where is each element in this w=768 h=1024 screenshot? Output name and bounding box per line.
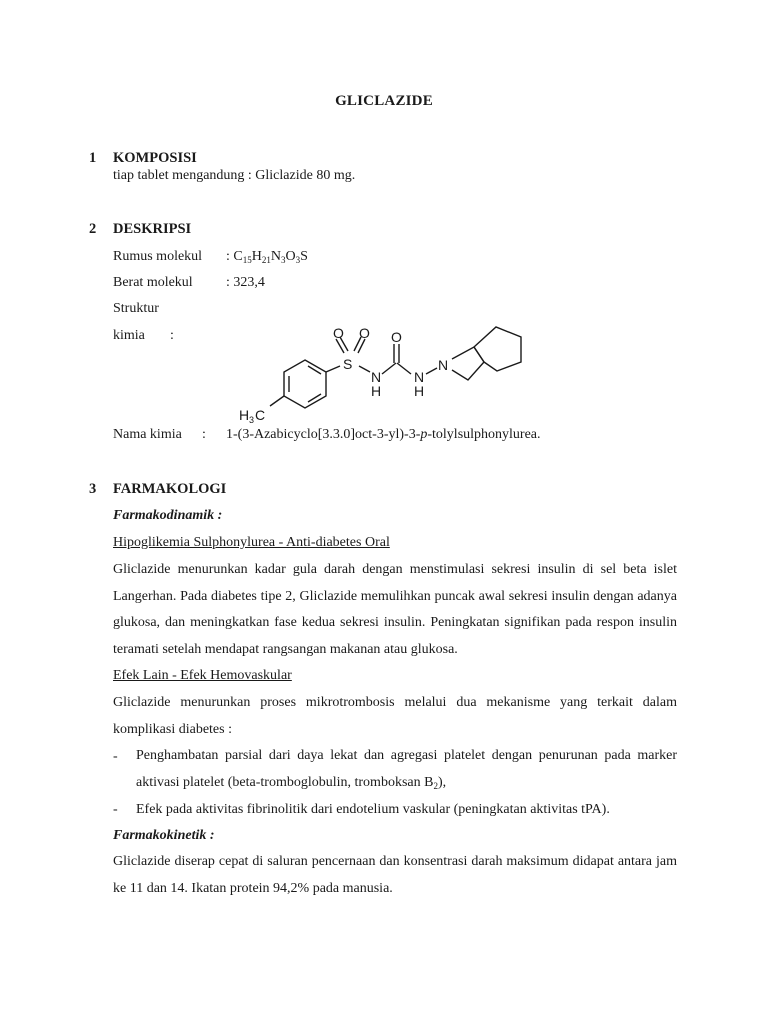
formula-o: O bbox=[285, 249, 296, 264]
kimia-label: kimia bbox=[113, 328, 145, 343]
formula-h: H bbox=[251, 249, 262, 264]
nama-kimia-pre: 1-(3-Azabicyclo[3.3.0]oct-3-yl)-3- bbox=[226, 427, 421, 442]
nama-kimia-post: -tolylsulphonylurea. bbox=[427, 427, 541, 442]
benzene-inner-bond-1 bbox=[308, 366, 321, 374]
struktur-label: Struktur bbox=[113, 301, 159, 316]
sulfonyl-o2-label: O bbox=[359, 325, 370, 341]
formula-n: N bbox=[270, 249, 281, 264]
subheading-efek-lain: Efek Lain - Efek Hemovaskular bbox=[113, 668, 292, 683]
formula-c-count: 15 bbox=[242, 255, 252, 265]
carbonyl-o-label: O bbox=[391, 329, 402, 345]
section-heading-farmakologi: FARMAKOLOGI bbox=[113, 481, 227, 497]
bullet-dash-1: - bbox=[113, 749, 118, 764]
nama-kimia-sep: : bbox=[202, 427, 206, 442]
nh1-to-carbonyl-bond bbox=[382, 363, 396, 374]
bullet1-close: ), bbox=[437, 774, 447, 790]
carbonyl-to-nh2-bond bbox=[397, 363, 411, 374]
formula-c: C bbox=[233, 249, 243, 264]
nama-kimia-value bbox=[226, 427, 541, 443]
formula-o-count: 3 bbox=[295, 255, 301, 265]
methyl-subscript: 3 bbox=[249, 415, 255, 425]
nh2-n-label: N bbox=[414, 369, 425, 385]
formula-h-count: 21 bbox=[261, 255, 271, 265]
methyl-bond bbox=[270, 396, 284, 406]
nh1-n-label: N bbox=[371, 369, 382, 385]
farmakodinamik-heading: Farmakodinamik : bbox=[113, 508, 223, 523]
page-title: GLICLAZIDE bbox=[335, 93, 433, 109]
subheading-hipoglikemia: Hipoglikemia Sulphonylurea - Anti-diabetes Oral bbox=[113, 535, 390, 550]
nama-kimia-ital: p bbox=[420, 427, 428, 442]
paragraph-mekanisme: Gliclazide menurunkan kadar gula darah dengan menstimulasi sekresi insulin di sel beta islet Langerhan. Pada diabetes tipe 2, Gliclazide memulihkan puncak awal sekresi insulin dengan adanya glukosa, dan meningkatkan fase kedua sekresi insulin. Peningkatan signifikan pada respon insulin teramati setelah mendapat rangsangan makanan atau glukosa. bbox=[113, 562, 677, 657]
section-heading-deskripsi: DESKRIPSI bbox=[113, 221, 192, 237]
ring-n-label: N bbox=[438, 357, 449, 373]
sulfur-label: S bbox=[343, 356, 353, 372]
bullet-item-2: Efek pada aktivitas fibrinolitik dari endotelium vaskular (peningkatan aktivitas tPA). bbox=[136, 802, 610, 817]
chemical-structure-diagram bbox=[230, 322, 540, 430]
section-heading-komposisi: KOMPOSISI bbox=[113, 150, 197, 166]
nh1-h-label: H bbox=[371, 383, 382, 399]
berat-molekul-label: Berat molekul bbox=[113, 275, 193, 290]
benzene-inner-bond-2 bbox=[308, 394, 321, 402]
farmakokinetik-heading: Farmakokinetik : bbox=[113, 828, 215, 843]
section-number-komposisi: 1 bbox=[89, 150, 97, 166]
nh2-to-ring-n-bond bbox=[426, 368, 437, 374]
bullet1-subscript: 2 bbox=[433, 780, 438, 791]
komposisi-text: tiap tablet mengandung : Gliclazide 80 mg. bbox=[113, 168, 356, 183]
paragraph-hemovaskular: Gliclazide menurunkan proses mikrotrombosis melalui dua mekanisme yang terkait dalam komplikasi diabetes : bbox=[113, 695, 677, 737]
paragraph-farmakokinetik: Gliclazide diserap cepat di saluran pencernaan dan konsentrasi darah maksimum didapat antara jam ke 11 dan 14. Ikatan protein 94,2% pada manusia. bbox=[113, 854, 677, 896]
nh2-h-label: H bbox=[414, 383, 425, 399]
section-number-farmakologi: 3 bbox=[89, 481, 97, 497]
section-number-deskripsi: 2 bbox=[89, 221, 97, 237]
bullet-item-1 bbox=[136, 743, 677, 796]
ring-to-sulfur-bond bbox=[326, 366, 340, 372]
ring-fusion-bond bbox=[474, 347, 484, 362]
nama-kimia-label: Nama kimia bbox=[113, 427, 182, 442]
pyrrolidine-lower bbox=[452, 362, 484, 380]
berat-molekul-value: : 323,4 bbox=[226, 275, 265, 290]
rumus-sep: : bbox=[226, 249, 234, 264]
methyl-c-label: C bbox=[255, 407, 266, 423]
rumus-molekul-value bbox=[226, 249, 308, 265]
formula-s: S bbox=[300, 249, 308, 264]
benzene-ring bbox=[284, 360, 326, 408]
methyl-h-label: H bbox=[239, 407, 250, 423]
sulfur-to-nh1-bond bbox=[359, 366, 370, 372]
bullet-dash-2: - bbox=[113, 802, 118, 817]
rumus-molekul-label: Rumus molekul bbox=[113, 249, 203, 264]
bullet1-text: Penghambatan parsial dari daya lekat dan agregasi platelet dengan penurunan pada marker aktivasi platelet (beta-tromboglobulin, tromboksan B bbox=[136, 748, 677, 790]
formula-n-count: 3 bbox=[280, 255, 286, 265]
sulfonyl-o1-label: O bbox=[333, 325, 344, 341]
struktur-sep: : bbox=[170, 328, 174, 343]
